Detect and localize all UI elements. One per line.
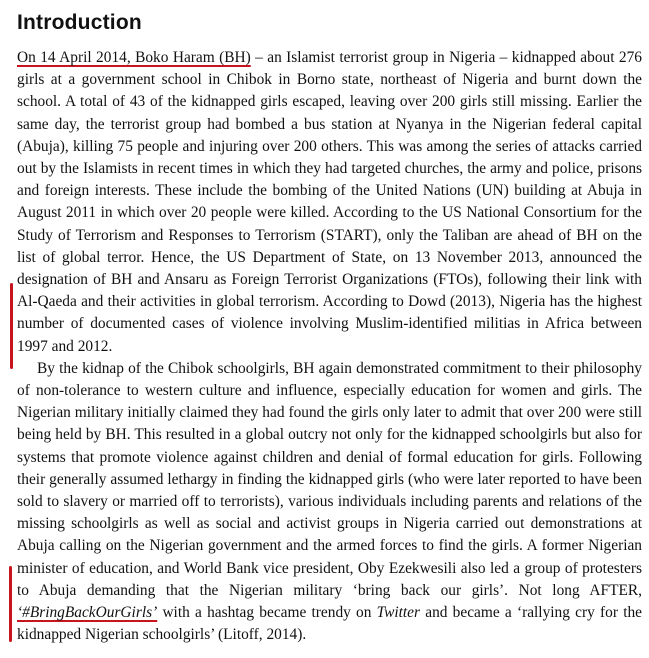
paragraph-text: with a hashtag became trendy on	[157, 604, 377, 622]
twitter-italic: Twitter	[376, 604, 421, 622]
paragraph-2	[17, 358, 642, 647]
underlined-highlight: On 14 April 2014, Boko Haram (BH)	[17, 49, 251, 66]
section-heading: Introduction	[17, 11, 142, 34]
margin-annotation-bracket	[10, 283, 13, 369]
paragraph-text: – an Islamist terrorist group in Nigeria – kidnapped about 276 girls at a government school in Chibok in Borno state, northeast of Nigeria and burnt down the school. A total of 43 of the kidnapped girls escaped, leaving over 200 girls still missing. Earlier the same day, the terrorist group had bombed a bus station at Nyanya in the Nigerian federal capital (Abuja), killing 75 people and injuring over 200 others. This was among the series of attacks carried out by the Islamists in recent times in which they had targeted churches, the army and police, prisons and foreign interests. These include the bombing of the United Nations (UN) building at Abuja in August 2011 in which over 20 people were killed. According to the US National Consortium for the Study of Terrorism and Responses to Terrorism (START), only the Taliban are ahead of BH on the list of global terror. Hence, the US Department of State, on 13 November 2013, announced the designation of BH and Ansaru as Foreign Terrorist Organizations (FTOs), following their link with Al-Qaeda and their activities in global terrorism. According to Dowd (2013), Nigeria has the highest number of documented cases of violence involving Muslim-identified militias in Africa between 1997 and 2012.	[17, 49, 642, 355]
hashtag-highlight: ‘#BringBackOurGirls’	[17, 604, 158, 622]
paragraph-1	[17, 47, 642, 358]
margin-annotation-bracket	[9, 566, 12, 642]
body-text	[17, 47, 642, 646]
paragraph-text: and became a ‘rallying cry for the kidnapped Nigerian schoolgirls’ (Litoff, 2014).	[17, 604, 642, 644]
paragraph-text: By the kidnap of the Chibok schoolgirls, BH again demonstrated commitment to their philosophy of non-tolerance to western culture and influence, especially education for women and girls. The Nigerian military initially claimed they had found the girls only later to admit that over 200 were still being held by BH. This resulted in a global outcry not only for the kidnapped schoolgirls but also for systems that promote violence against children and denial of formal education for girls. Following their generally assumed lethargy in finding the kidnapped girls (who were later reported to have been sold to slavery or married off to terrorists), various individuals including parents and relations of the missing schoolgirls as well as social and activist groups in Nigeria carried out demonstrations at Abuja calling on the Nigerian government and the armed forces to find the girls. A former Nigerian minister of education, and World Bank vice president, Oby Ezekwesili also led a group of protesters to Abuja demanding that the Nigerian military ‘bring back our girls’. Not long AFTER,	[17, 359, 642, 599]
